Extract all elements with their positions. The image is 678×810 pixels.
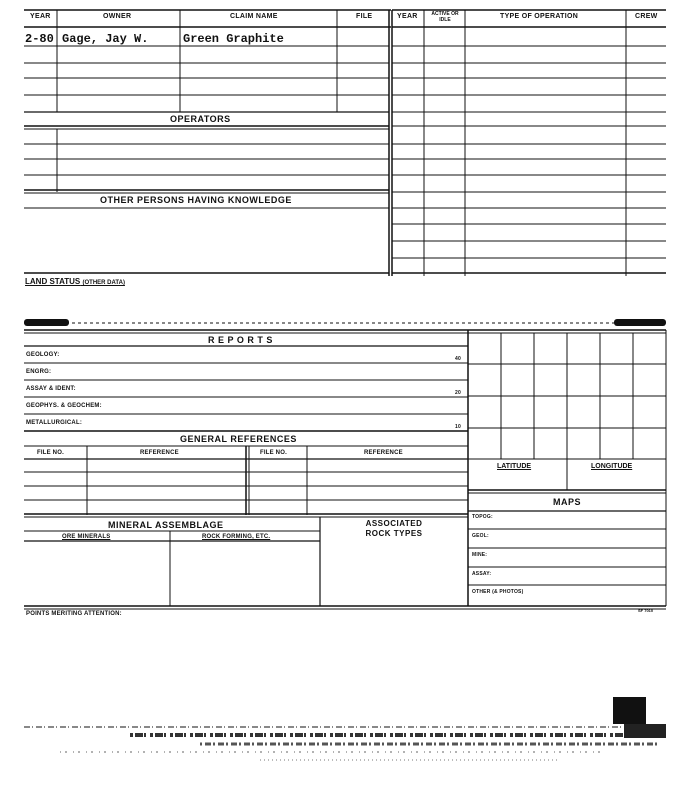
claim-name-header: CLAIM NAME: [230, 13, 278, 20]
ref-file-no-header-1: FILE NO.: [37, 450, 64, 456]
maps-title: MAPS: [553, 497, 582, 507]
operation-year-header: YEAR: [397, 13, 418, 20]
form-number: SF 7010: [638, 608, 654, 613]
mineral-assemblage-title: MINERAL ASSEMBLAGE: [108, 520, 224, 530]
entry-year[interactable]: 2-80: [25, 32, 54, 46]
report-label-metallurgical: METALLURGICAL:: [26, 420, 83, 426]
land-status-label: [25, 277, 125, 286]
maps-mine: MINE:: [472, 552, 488, 558]
report-num-metallurgical: 10: [455, 424, 461, 430]
other-persons-title: OTHER PERSONS HAVING KNOWLEDGE: [100, 195, 292, 205]
maps-other: OTHER (& PHOTOS): [472, 589, 524, 595]
maps-topog: TOPOG:: [472, 514, 493, 520]
report-label-assay: ASSAY & IDENT:: [26, 386, 76, 392]
crew-header: CREW: [635, 13, 658, 20]
ref-reference-header-1: REFERENCE: [140, 450, 179, 456]
points-meriting-attention-label: POINTS MERITING ATTENTION:: [26, 611, 122, 617]
longitude-label: LONGITUDE: [591, 463, 633, 470]
owner-header: OWNER: [103, 13, 132, 20]
report-num-assay: 20: [455, 390, 461, 396]
maps-assay: ASSAY:: [472, 571, 492, 577]
entry-owner[interactable]: Gage, Jay W.: [62, 32, 149, 46]
report-num-geology: 40: [455, 356, 461, 362]
year-header: YEAR: [30, 13, 51, 20]
rock-forming-header: ROCK FORMING, ETC.: [202, 534, 271, 540]
latitude-label: LATITUDE: [497, 463, 532, 470]
report-label-geology: GEOLOGY:: [26, 352, 60, 358]
land-status-sub: (OTHER DATA): [82, 280, 125, 286]
ore-minerals-header: ORE MINERALS: [62, 534, 111, 540]
associated-rock-types-title: ASSOCIATED ROCK TYPES: [365, 519, 423, 538]
maps-geol: GEOL:: [472, 533, 489, 539]
general-references-title: GENERAL REFERENCES: [180, 434, 297, 444]
operators-title: OPERATORS: [170, 114, 231, 124]
active-or-idle-header: ACTIVE OR IDLE: [431, 11, 459, 23]
entry-claim-name[interactable]: Green Graphite: [183, 32, 284, 46]
type-of-operation-header: TYPE OF OPERATION: [500, 13, 579, 20]
reports-title: R E P O R T S: [208, 335, 273, 345]
report-label-engrg: ENGRG:: [26, 369, 52, 375]
ref-reference-header-2: REFERENCE: [364, 450, 403, 456]
report-label-geophys: GEOPHYS. & GEOCHEM:: [26, 403, 102, 409]
ref-file-no-header-2: FILE NO.: [260, 450, 287, 456]
land-status-text: LAND STATUS: [25, 277, 81, 286]
file-header: FILE: [356, 13, 373, 20]
